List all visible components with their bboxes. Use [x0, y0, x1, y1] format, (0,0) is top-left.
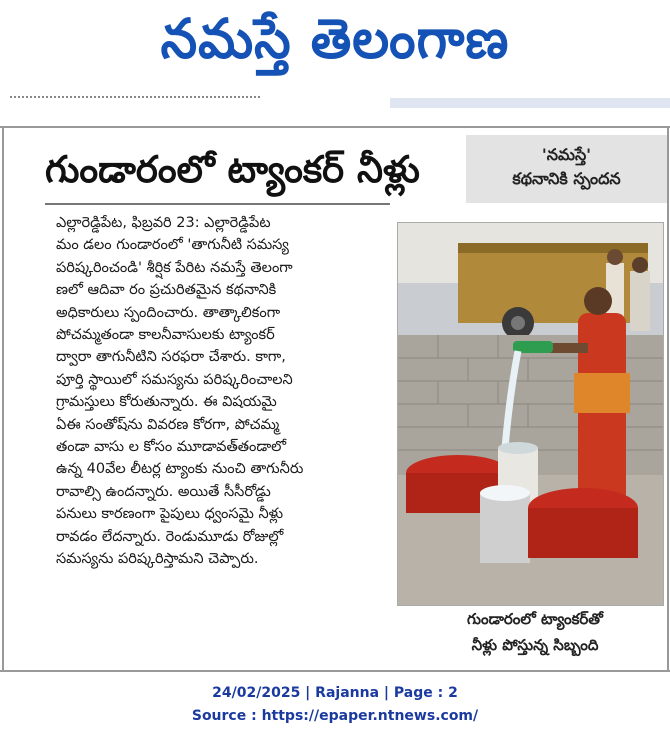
body-line: రావాల్సి ఉందన్నారు. అయితే సీసీరోడ్డు: [56, 483, 271, 500]
body-line: అధికారులు స్పందించారు. తాత్కాలికంగా: [56, 304, 281, 321]
kicker-line-2: కథనానికి స్పందన: [512, 169, 621, 188]
clipping-border-bottom: [0, 670, 670, 672]
clipping-border-left: [2, 126, 4, 671]
article-body: [56, 212, 386, 571]
page-edge-shade: [390, 98, 670, 108]
caption-line-2: నీళ్లు పోస్తున్న సిబ్బంది: [471, 636, 599, 654]
body-line: ఉన్న 40వేల లీటర్ల ట్యాంకు నుంచి తాగునీరు: [56, 461, 304, 478]
body-line: ఎల్లారెడ్డిపేట, ఫిబ్రవరి 23: ఎల్లారెడ్డిపేట: [56, 215, 271, 231]
headline-rule: [45, 203, 390, 205]
body-line: పనులు కారణంగా పైపులు ధ్వంసమై నీళ్లు: [56, 506, 284, 523]
photo-caption: [420, 606, 650, 658]
body-line: సమస్యను పరిష్కరిస్తామని చెప్పారు.: [56, 551, 259, 568]
footer-source-link[interactable]: Source : https://epaper.ntnews.com/: [191, 708, 479, 724]
body-line: గ్రామస్తులు కోరుతున్నారు. ఈ విషయమై: [56, 394, 277, 411]
body-line: తండా వాసు ల కోసం మూడావత్‌తండాలో: [56, 439, 287, 456]
footer-date-page: 24/02/2025 | Rajanna | Page : 2: [212, 685, 458, 701]
body-line: ద్వారా తాగునీటిని సరఫరా చేశారు. కాగా,: [56, 349, 286, 366]
body-line: మం డలం గుండారంలో 'తాగునీటి సమస్య: [56, 237, 289, 254]
body-line: రావడం లేదన్నారు. రెండుమూడు రోజుల్లో: [56, 528, 284, 545]
clipping-border-top: [0, 126, 670, 128]
source-footer: [0, 682, 670, 728]
photo-illustration: [398, 223, 663, 605]
caption-line-1: గుండారంలో ట్యాంకర్‌తో: [467, 610, 603, 628]
newspaper-logo: నమస్తే తెలంగాణ: [160, 7, 510, 71]
article-headline: గుండారంలో ట్యాంకర్ నీళ్లు: [45, 148, 420, 191]
body-line: ఏఈ సంతోష్‌ను వివరణ కోరగా, పోచమ్మ: [56, 416, 280, 433]
page-edge-text-strip: [10, 96, 260, 108]
kicker-box: [466, 135, 667, 203]
body-line: పరిష్కరించండి' శీర్షిక పేరిట నమస్తే తెలంగా: [56, 259, 293, 276]
masthead: [0, 0, 670, 92]
body-line: పూర్తి స్థాయిలో సమస్యను పరిష్కరించాలని: [56, 371, 293, 388]
kicker-line-1: 'నమస్తే': [541, 145, 592, 164]
clipping-border-right: [667, 126, 669, 671]
body-line: పోచమ్మతండా కాలనీవాసులకు ట్యాంకర్: [56, 327, 275, 344]
article-photo: [397, 222, 664, 606]
body-line: ణలో ఆదివా రం ప్రచురితమైన కథనానికి: [56, 282, 277, 299]
